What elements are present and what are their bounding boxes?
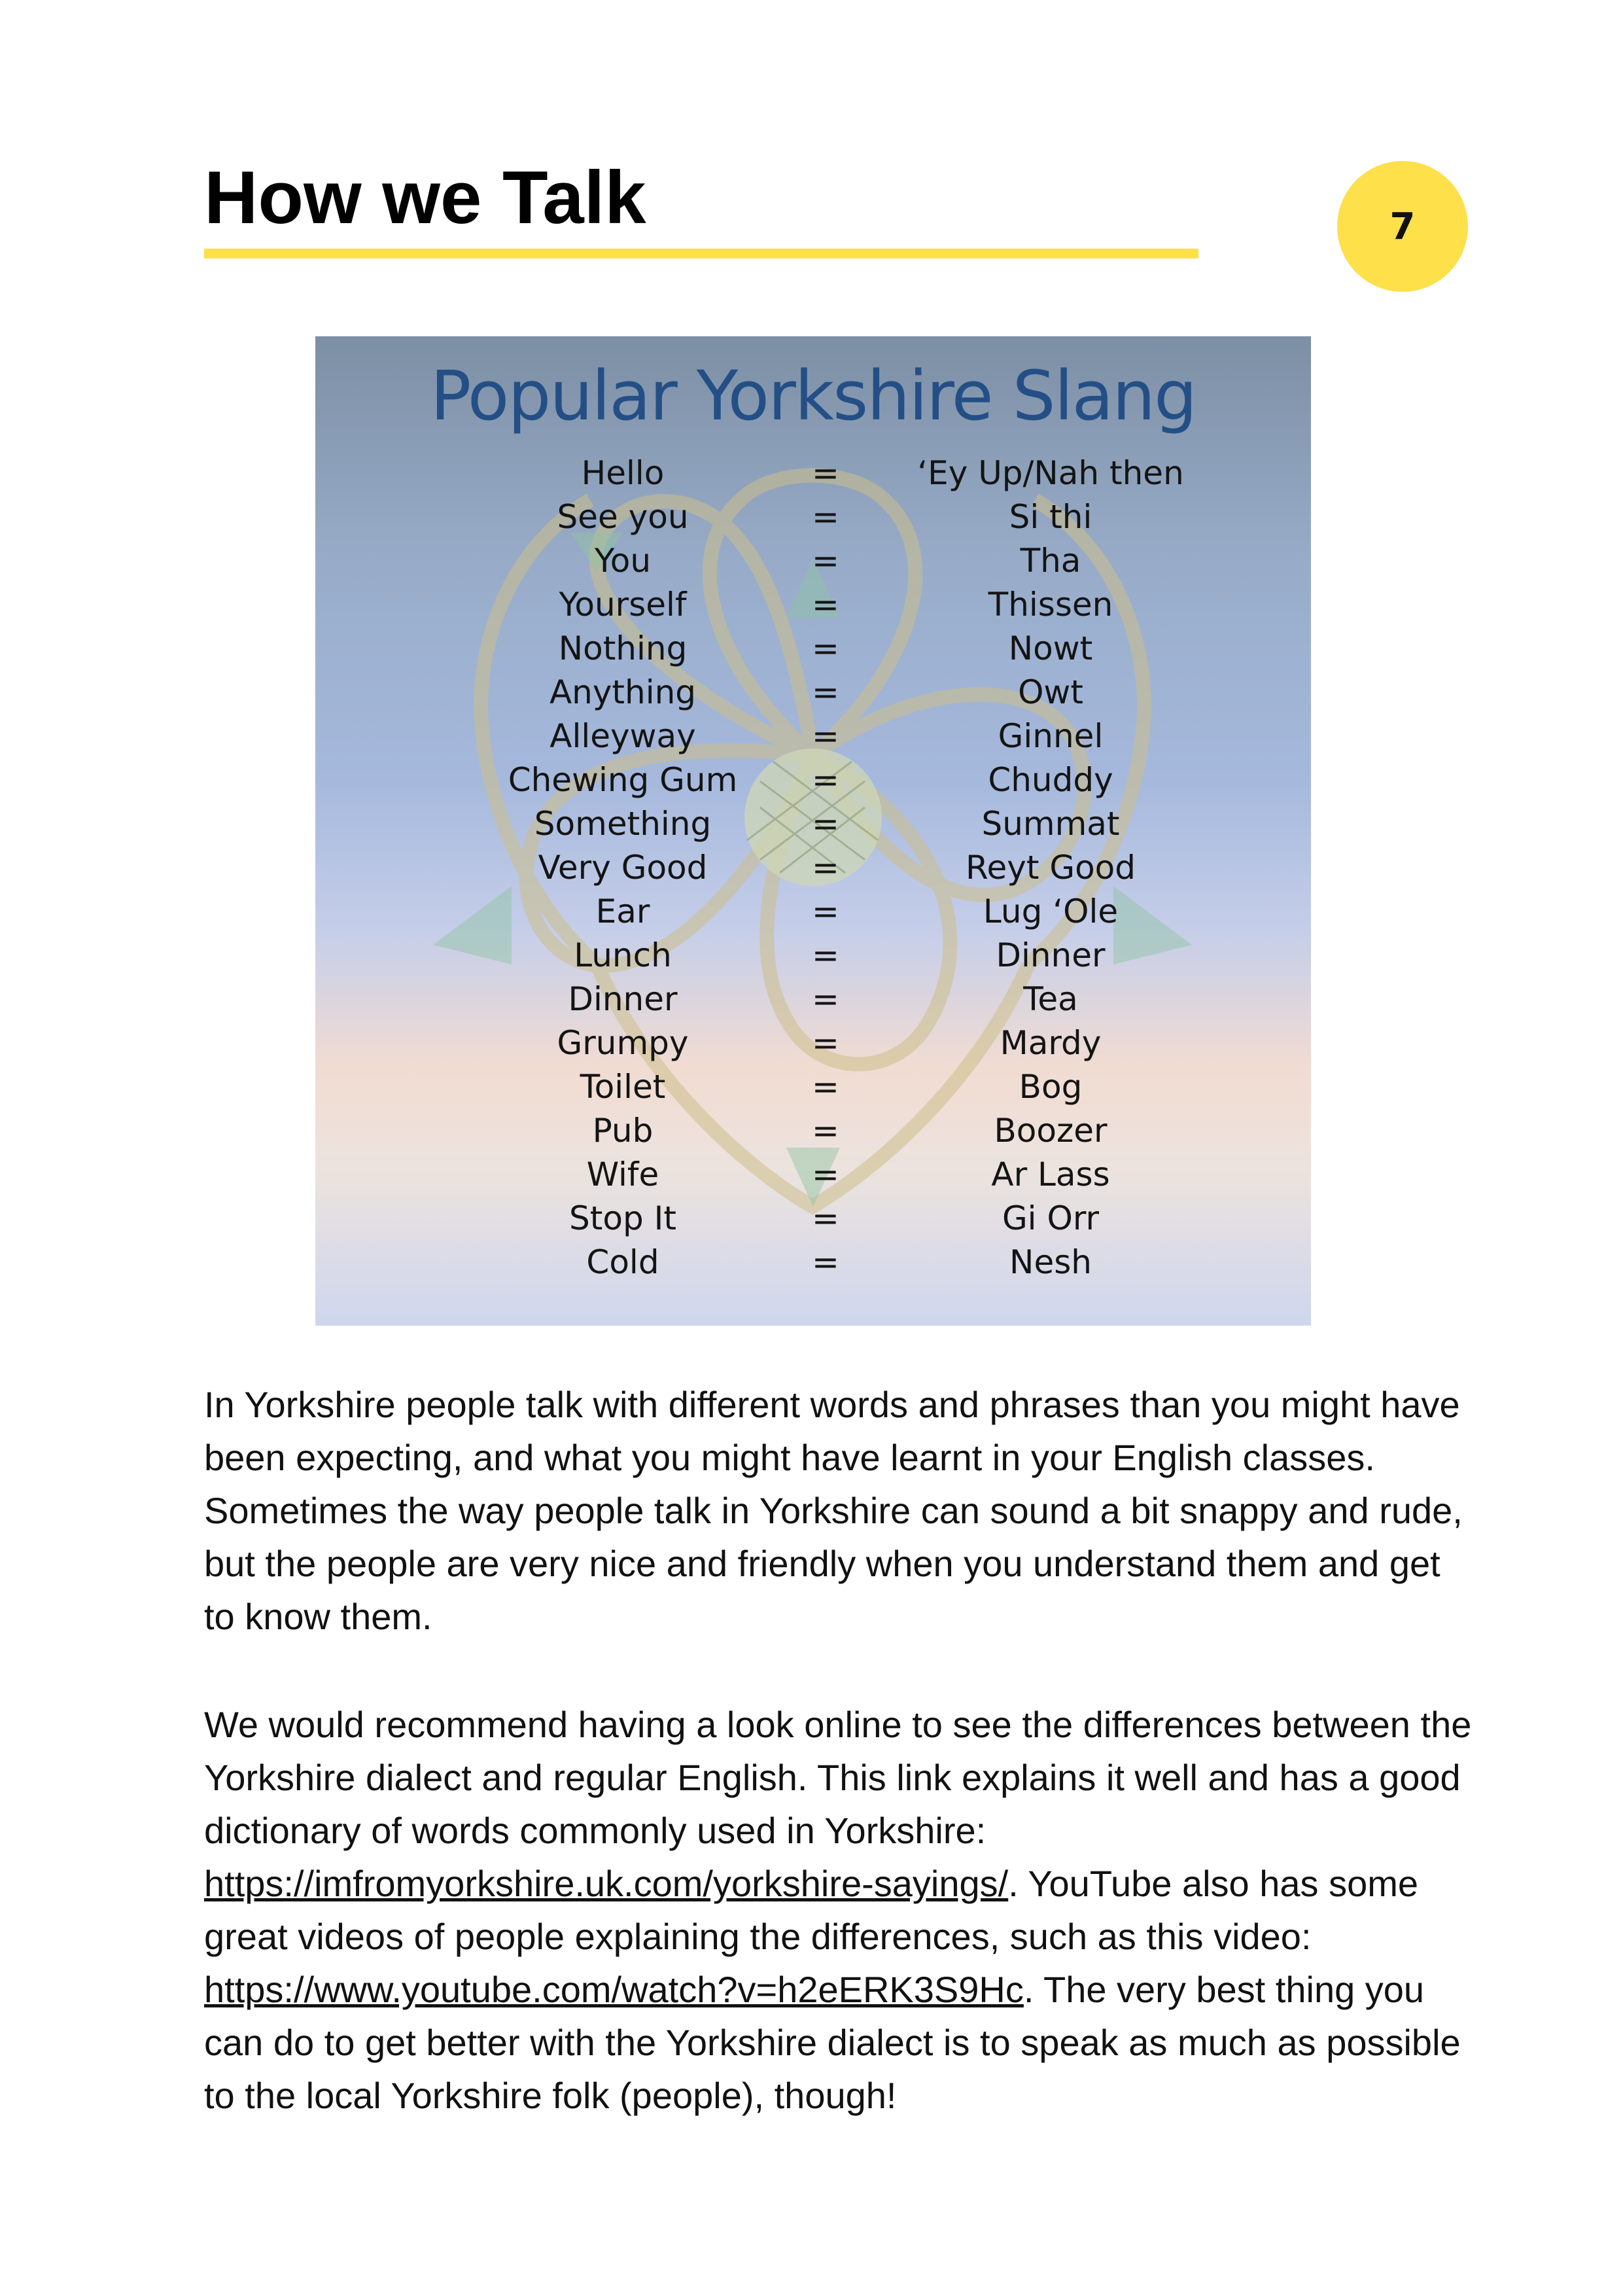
yorkshire-word: Boozer <box>994 1112 1108 1150</box>
yorkshire-word: Ar Lass <box>991 1156 1110 1193</box>
equals-sign: = <box>812 673 839 711</box>
english-word: See you <box>557 498 689 536</box>
slang-row <box>315 849 1311 892</box>
yorkshire-word: Tha <box>1020 542 1081 580</box>
yorkshire-word: Tea <box>1023 980 1078 1018</box>
equals-sign: = <box>812 1199 839 1237</box>
english-word: Hello <box>581 454 665 492</box>
english-word: Lunch <box>574 936 672 974</box>
english-word: Very Good <box>538 849 708 887</box>
english-word: Cold <box>586 1243 659 1281</box>
equals-sign: = <box>812 849 839 887</box>
recommendation-text-1: We would recommend having a look online to see the differences between the Yorkshire dialect and regular English. This link explains it well and has a good dictionary of words commonly used in Yorkshire: <box>204 1704 1472 1851</box>
equals-sign: = <box>812 498 839 536</box>
yorkshire-word: Mardy <box>1000 1024 1102 1062</box>
slang-row <box>315 1112 1311 1156</box>
english-word: Toilet <box>580 1068 666 1106</box>
equals-sign: = <box>812 936 839 974</box>
equals-sign: = <box>812 1068 839 1106</box>
page-number-badge <box>1337 161 1468 292</box>
yorkshire-word: Summat <box>981 805 1120 843</box>
page-number: 7 <box>1389 205 1416 248</box>
yorkshire-word: Reyt Good <box>965 849 1136 887</box>
equals-sign: = <box>812 805 839 843</box>
yorkshire-slang-image <box>315 336 1311 1326</box>
equals-sign: = <box>812 1156 839 1193</box>
slang-row <box>315 936 1311 980</box>
intro-paragraph: In Yorkshire people talk with different words and phrases than you might have been expecting, and what you might have learnt in your English classes. Sometimes the way people talk in Yorkshire can sound a bit snappy and rude, but the people are very nice and friendly when you understand them and get to know them. <box>204 1384 1463 1637</box>
yorkshire-word: Chuddy <box>988 761 1113 799</box>
slang-row <box>315 629 1311 673</box>
equals-sign: = <box>812 1112 839 1150</box>
equals-sign: = <box>812 892 839 930</box>
english-word: You <box>594 542 652 580</box>
title-underline <box>204 249 1198 258</box>
yorkshire-word: Nesh <box>1009 1243 1092 1281</box>
slang-row <box>315 892 1311 936</box>
english-word: Pub <box>592 1112 654 1150</box>
equals-sign: = <box>812 542 839 580</box>
slang-row <box>315 673 1311 717</box>
equals-sign: = <box>812 629 839 667</box>
english-word: Grumpy <box>557 1024 689 1062</box>
slang-row <box>315 717 1311 761</box>
equals-sign: = <box>812 454 839 492</box>
slang-row <box>315 1068 1311 1112</box>
slang-row <box>315 805 1311 849</box>
english-word: Wife <box>586 1156 659 1193</box>
recommendation-text-3: . The very best thing you can do to get better with the Yorkshire dialect is to speak as much as possible to the local Yorkshire folk (people), though! <box>204 1969 1461 2116</box>
yorkshire-word: Nowt <box>1008 629 1093 667</box>
yorkshire-word: Bog <box>1019 1068 1083 1106</box>
english-word: Ear <box>595 892 650 930</box>
english-word: Stop It <box>569 1199 676 1237</box>
equals-sign: = <box>812 1243 839 1281</box>
equals-sign: = <box>812 980 839 1018</box>
english-word: Yourself <box>559 586 687 624</box>
recommendation-paragraph <box>204 1698 1473 2122</box>
slang-row <box>315 542 1311 586</box>
equals-sign: = <box>812 717 839 755</box>
slang-row <box>315 980 1311 1024</box>
youtube-video-link[interactable]: https://www.youtube.com/watch?v=h2eERK3S9Hc <box>204 1969 1024 2010</box>
yorkshire-word: Thissen <box>988 586 1113 624</box>
recommendation-text-2: . YouTube also has some great videos of people explaining the differences, such as this video: <box>204 1863 1419 1957</box>
slang-row <box>315 1199 1311 1243</box>
yorkshire-word: Si thi <box>1009 498 1092 536</box>
english-word: Chewing Gum <box>508 761 738 799</box>
english-word: Anything <box>549 673 697 711</box>
slang-image-title: Popular Yorkshire Slang <box>430 356 1196 436</box>
slang-row <box>315 761 1311 805</box>
slang-row <box>315 454 1311 498</box>
slang-row <box>315 1156 1311 1199</box>
equals-sign: = <box>812 1024 839 1062</box>
slang-row <box>315 1243 1311 1287</box>
slang-row <box>315 586 1311 629</box>
yorkshire-word: Lug ‘Ole <box>983 892 1119 930</box>
slang-row <box>315 498 1311 542</box>
equals-sign: = <box>812 761 839 799</box>
english-word: Nothing <box>558 629 688 667</box>
yorkshire-word: Gi Orr <box>1002 1199 1100 1237</box>
page-title: How we Talk <box>204 156 646 239</box>
english-word: Something <box>534 805 712 843</box>
equals-sign: = <box>812 586 839 624</box>
english-word: Dinner <box>568 980 678 1018</box>
yorkshire-word: ‘Ey Up/Nah then <box>917 454 1184 492</box>
yorkshire-word: Dinner <box>996 936 1106 974</box>
yorkshire-word: Owt <box>1018 673 1083 711</box>
english-word: Alleyway <box>550 717 696 755</box>
slang-row <box>315 1024 1311 1068</box>
yorkshire-word: Ginnel <box>998 717 1104 755</box>
yorkshire-sayings-link[interactable]: https://imfromyorkshire.uk.com/yorkshire-sayings/ <box>204 1863 1009 1904</box>
